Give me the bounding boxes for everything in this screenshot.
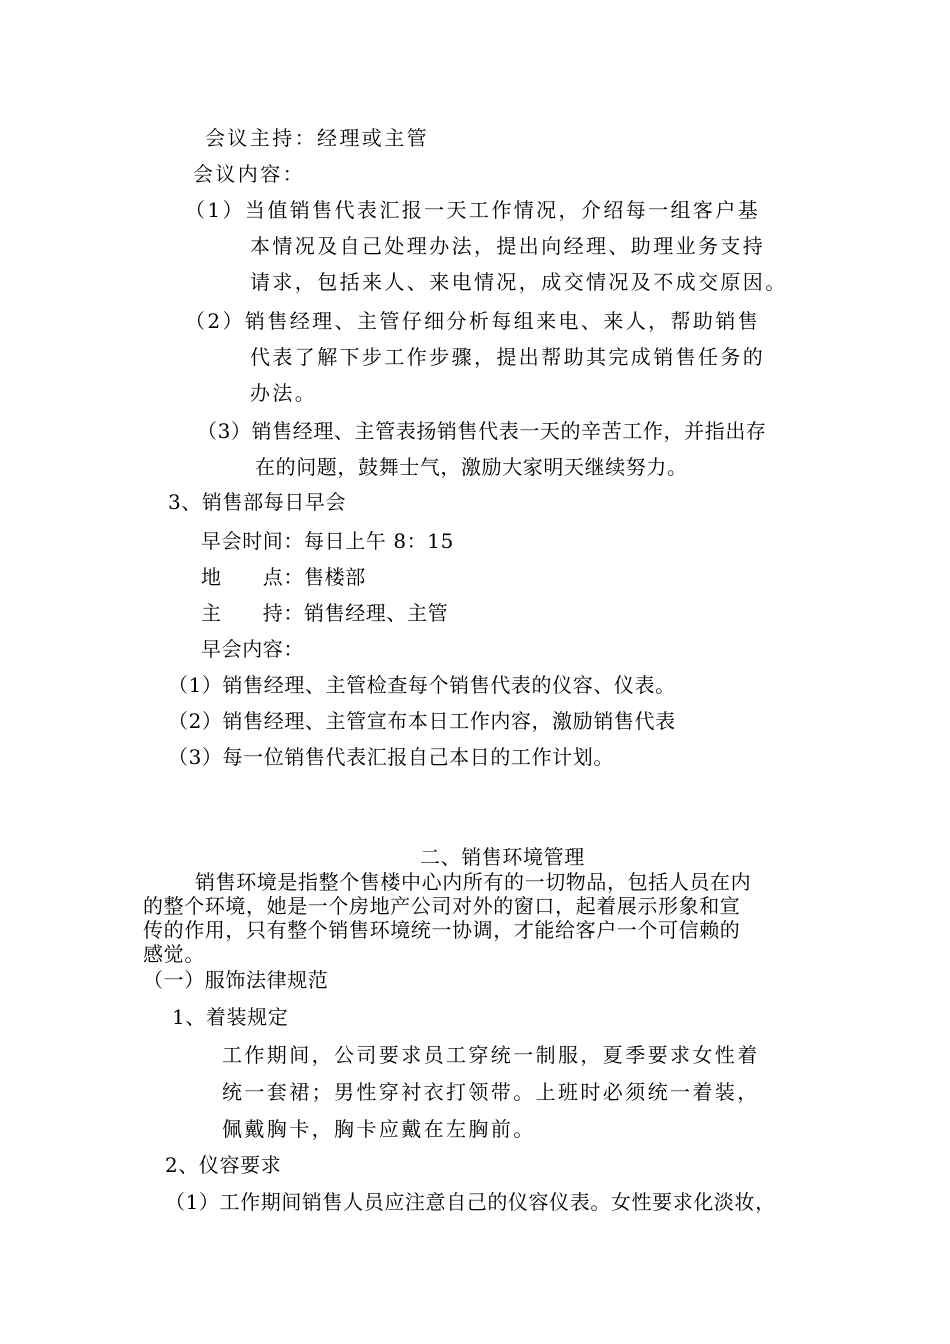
section-intro-line-1: 销售环境是指整个售楼中心内所有的一切物品，包括人员在内 [195,870,752,894]
section-title: 二、销售环境管理 [420,845,585,869]
morning-meeting-item-3: （3）每一位销售代表汇报自己本日的工作计划。 [168,745,614,769]
appearance-heading: 2、仪容要求 [165,1153,282,1177]
morning-meeting-content-label: 早会内容： [201,637,304,661]
meeting-item-2-line-2: 代表了解下步工作步骤，提出帮助其完成销售任务的 [250,345,766,369]
morning-meeting-item-1: （1）销售经理、主管检查每个销售代表的仪容、仪表。 [168,673,676,697]
morning-meeting-item-2: （2）销售经理、主管宣布本日工作内容，激励销售代表 [168,709,676,733]
dress-heading: 1、着装规定 [172,1005,289,1029]
morning-meeting-time: 早会时间：每日上午 8：15 [201,529,454,553]
dress-line-2: 统一套裙；男性穿衬衣打领带。上班时必须统一着装， [222,1080,760,1104]
morning-meeting-host: 主 持：销售经理、主管 [201,601,449,625]
appearance-line-1: （1）工作期间销售人员应注意自己的仪容仪表。女性要求化淡妆， [165,1190,776,1214]
section-intro-line-4: 感觉。 [143,942,205,966]
meeting-item-2-line-1: （2）销售经理、主管仔细分析每组来电、来人，帮助销售 [185,309,761,333]
meeting-item-1-line-2: 本情况及自己处理办法，提出向经理、助理业务支持 [250,234,766,258]
meeting-item-1-line-1: （1）当值销售代表汇报一天工作情况，介绍每一组客户基 [185,198,761,222]
morning-meeting-place: 地 点：售楼部 [201,565,366,589]
meeting-content-label: 会议内容： [193,162,305,186]
meeting-item-2-line-3: 办法。 [250,381,318,405]
morning-meeting-heading: 3、销售部每日早会 [168,490,347,514]
subsection-dress-code: （一）服饰法律规范 [143,968,329,992]
meeting-host-line: 会议主持：经理或主管 [205,126,429,150]
dress-line-3: 佩戴胸卡，胸卡应戴在左胸前。 [222,1117,536,1141]
meeting-item-3-line-2: 在的问题，鼓舞士气，激励大家明天继续努力。 [255,455,688,479]
meeting-item-3-line-1: （3）销售经理、主管表扬销售代表一天的辛苦工作，并指出存 [197,419,767,443]
section-intro-line-2: 的整个环境，她是一个房地产公司对外的窗口，起着展示形象和宣 [143,894,741,918]
section-intro-line-3: 传的作用，只有整个销售环境统一协调，才能给客户一个可信赖的 [143,918,741,942]
meeting-item-1-line-3: 请求，包括来人、来电情况，成交情况及不成交原因。 [250,270,788,294]
dress-line-1: 工作期间，公司要求员工穿统一制服，夏季要求女性着 [222,1043,760,1067]
